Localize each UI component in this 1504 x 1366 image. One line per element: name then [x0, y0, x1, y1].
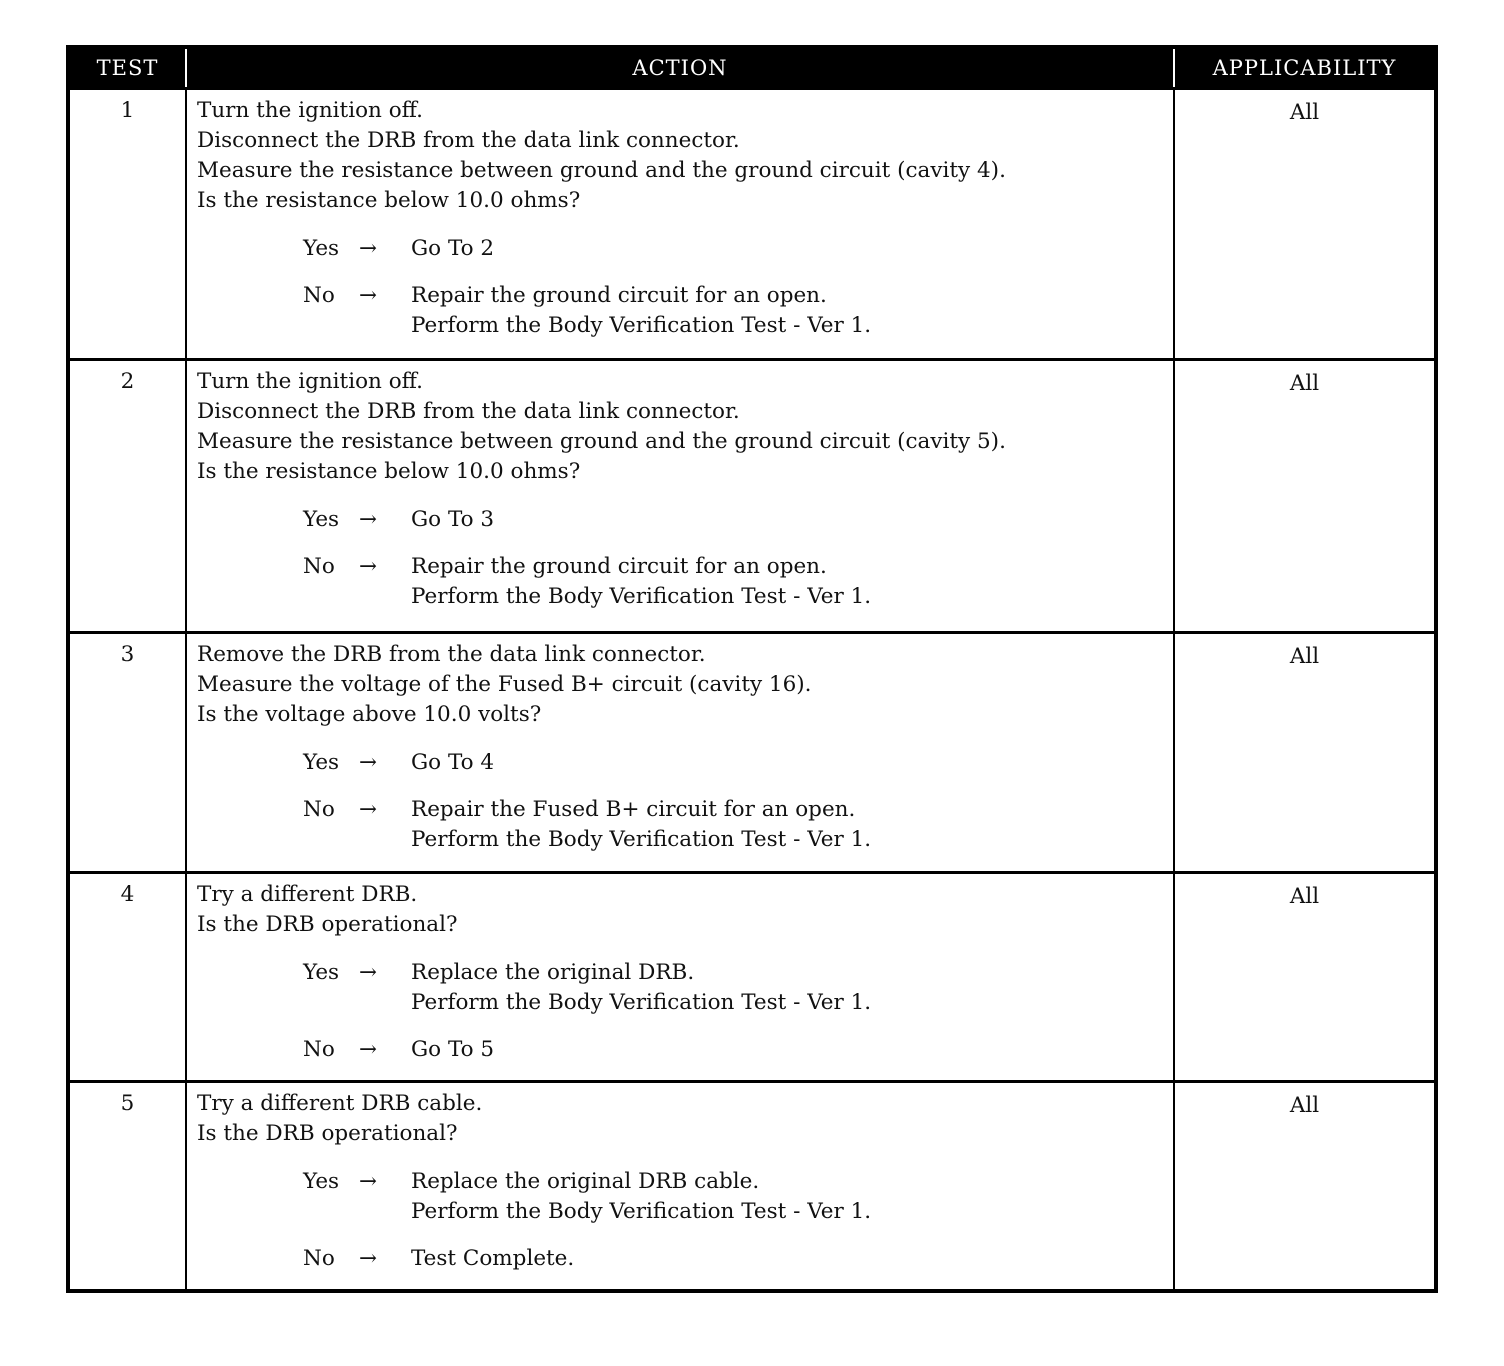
- table-row: [68, 873, 1436, 1082]
- right-arrow-icon: →: [359, 283, 378, 308]
- instruction-line: Is the DRB operational?: [197, 1121, 458, 1146]
- applicability-value: All: [1174, 873, 1436, 1082]
- result-line: Perform the Body Verification Test - Ver 1.: [411, 1199, 872, 1224]
- no-label: No: [303, 1037, 335, 1062]
- no-label: No: [303, 554, 335, 579]
- applicability-value: All: [1174, 633, 1436, 873]
- yes-result: [411, 234, 494, 264]
- instruction-line: Is the resistance below 10.0 ohms?: [197, 188, 581, 213]
- no-branch: [303, 1035, 1165, 1065]
- instruction-line: Turn the ignition off.: [197, 98, 423, 123]
- result-line: Perform the Body Verification Test - Ver 1.: [411, 584, 872, 609]
- yes-label: Yes: [303, 1169, 340, 1194]
- applicability-value: All: [1174, 89, 1436, 360]
- result-line: Go To 4: [411, 750, 495, 775]
- action-cell: [186, 1082, 1174, 1291]
- result-line: Repair the ground circuit for an open.: [411, 283, 827, 308]
- result-line: Repair the Fused B+ circuit for an open.: [411, 797, 856, 822]
- instruction-line: Measure the resistance between ground and the ground circuit (cavity 5).: [197, 429, 1006, 454]
- yes-branch: [303, 505, 1165, 535]
- instruction-line: Is the resistance below 10.0 ohms?: [197, 459, 581, 484]
- instruction-line: Disconnect the DRB from the data link connector.: [197, 128, 740, 153]
- action-cell: [186, 89, 1174, 360]
- instruction-line: Turn the ignition off.: [197, 369, 423, 394]
- no-result: [411, 1244, 574, 1274]
- applicability-value: All: [1174, 1082, 1436, 1291]
- result-line: Go To 3: [411, 507, 495, 532]
- instruction-line: Remove the DRB from the data link connector.: [197, 642, 706, 667]
- no-branch: [303, 1244, 1165, 1274]
- yes-branch: [303, 748, 1165, 778]
- result-line: Perform the Body Verification Test - Ver 1.: [411, 827, 872, 852]
- right-arrow-icon: →: [359, 960, 378, 985]
- result-line: Perform the Body Verification Test - Ver 1.: [411, 313, 872, 338]
- right-arrow-icon: →: [359, 750, 378, 775]
- instruction-line: Try a different DRB.: [197, 882, 418, 907]
- header-action: ACTION: [186, 47, 1174, 89]
- right-arrow-icon: →: [359, 797, 378, 822]
- no-result: [411, 281, 871, 341]
- right-arrow-icon: →: [359, 1246, 378, 1271]
- no-result: [411, 795, 871, 855]
- test-number: 2: [68, 360, 186, 633]
- table-body: [68, 89, 1436, 1291]
- no-branch: [303, 281, 1165, 341]
- table-row: [68, 1082, 1436, 1291]
- right-arrow-icon: →: [359, 554, 378, 579]
- table-row: [68, 633, 1436, 873]
- applicability-value: All: [1174, 360, 1436, 633]
- table-row: [68, 360, 1436, 633]
- result-line: Go To 2: [411, 236, 495, 261]
- no-branch: [303, 552, 1165, 612]
- instruction-line: Measure the voltage of the Fused B+ circuit (cavity 16).: [197, 672, 812, 697]
- result-line: Perform the Body Verification Test - Ver 1.: [411, 990, 872, 1015]
- test-number: 4: [68, 873, 186, 1082]
- yes-branch: [303, 1167, 1165, 1227]
- no-label: No: [303, 797, 335, 822]
- no-label: No: [303, 283, 335, 308]
- yes-result: [411, 505, 494, 535]
- yes-result: [411, 1167, 871, 1227]
- no-result: [411, 552, 871, 612]
- test-number: 5: [68, 1082, 186, 1291]
- yes-branch: [303, 234, 1165, 264]
- yes-branch: [303, 958, 1165, 1018]
- header-row: [68, 47, 1436, 89]
- action-cell: [186, 873, 1174, 1082]
- result-line: Go To 5: [411, 1037, 495, 1062]
- instruction-line: Is the voltage above 10.0 volts?: [197, 702, 542, 727]
- no-label: No: [303, 1246, 335, 1271]
- table-row: [68, 89, 1436, 360]
- no-result: [411, 1035, 494, 1065]
- result-line: Replace the original DRB.: [411, 960, 695, 985]
- result-line: Replace the original DRB cable.: [411, 1169, 760, 1194]
- right-arrow-icon: →: [359, 1169, 378, 1194]
- result-line: Repair the ground circuit for an open.: [411, 554, 827, 579]
- right-arrow-icon: →: [359, 507, 378, 532]
- yes-label: Yes: [303, 507, 340, 532]
- test-number: 1: [68, 89, 186, 360]
- yes-label: Yes: [303, 960, 340, 985]
- action-cell: [186, 360, 1174, 633]
- instruction-line: Disconnect the DRB from the data link connector.: [197, 399, 740, 424]
- instruction-line: Is the DRB operational?: [197, 912, 458, 937]
- right-arrow-icon: →: [359, 236, 378, 261]
- test-number: 3: [68, 633, 186, 873]
- action-cell: [186, 633, 1174, 873]
- header-applicability: APPLICABILITY: [1174, 47, 1436, 89]
- header-test: TEST: [68, 47, 186, 89]
- instruction-line: Try a different DRB cable.: [197, 1091, 483, 1116]
- yes-label: Yes: [303, 750, 340, 775]
- yes-label: Yes: [303, 236, 340, 261]
- no-branch: [303, 795, 1165, 855]
- yes-result: [411, 748, 494, 778]
- instruction-line: Measure the resistance between ground and the ground circuit (cavity 4).: [197, 158, 1006, 183]
- right-arrow-icon: →: [359, 1037, 378, 1062]
- result-line: Test Complete.: [411, 1246, 575, 1271]
- diagnostic-test-table: [66, 45, 1438, 1293]
- yes-result: [411, 958, 871, 1018]
